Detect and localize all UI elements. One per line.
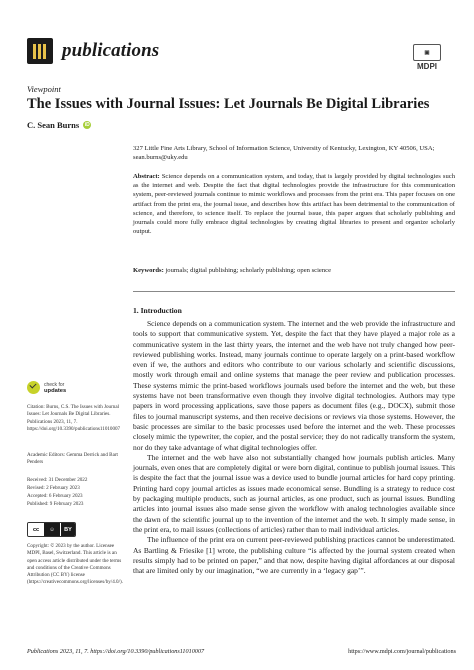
- paragraph: The internet and the web have also not substantially changed how journals publish articles. Many journals, even ones that are completely digital or were born digital, continue to publish journal issues. This is despite the fact that the journal issue was a device used to bundle journal articles for hard copy printing. Printing hard copy journal articles as issues made economical sense. Bundling is a strategy to reduce cost by packaging multiple products, such as journal articles, as one product, such as journal issues. Bundling articles into journal issues also made sense given the workflow with analog technologies available since the dawn of the scientific journal up to the invention of the internet and the web. It simply made sense, in the print era, to mail issues (collections of articles) rather than to mail individual articles.: [133, 452, 455, 534]
- footer-citation[interactable]: Publications 2023, 11, 7. https://doi.org/10.3390/publications11010007: [27, 648, 205, 655]
- abstract-label: Abstract:: [133, 173, 160, 180]
- author-name: C. Sean Burns: [27, 120, 80, 130]
- abstract: [133, 172, 455, 236]
- body-text: [133, 319, 455, 576]
- mdpi-logo: [412, 44, 442, 71]
- author-line: [27, 120, 91, 130]
- mdpi-icon: ▣: [413, 44, 441, 61]
- paragraph: The influence of the print era on current peer-reviewed publishing practices cannot be underestimated. As Bartling & Friesike [1] wrote, the publishing culture “is affected by the journal system created when results simply had to be printed on paper,” and that now, despite having digital affordances at our disposal that are limited only by our imagination, “we are currently in a ‘legacy gap’”.: [133, 535, 455, 576]
- article-title: The Issues with Journal Issues: Let Journals Be Digital Libraries: [27, 96, 430, 112]
- academic-editors: Academic Editors: Gemma Derrick and Bart Penders: [27, 452, 118, 466]
- copyright-notice: Copyright: © 2023 by the author. Licensee MDPI, Basel, Switzerland. This article is an open access article distributed under the terms and conditions of the Creative Commons Attribution (CC BY) license (https://creativecommons.org/licenses/by/4.0/).: [27, 543, 123, 586]
- affiliation: [133, 144, 453, 162]
- abstract-text: Science depends on a communication system, and today, that is largely provided by digital technologies such as the internet and web. Despite the fact that digital technologies provide the infrastructure for this communication system, peer-reviewed journals continue to mimic workflows and processes from the print era. This paper focuses on one artifact from the print era, the journal issue, and describes how this artifact has been detrimental to the communication of science, and therefore, to science itself. To replace the journal issue, this paper argues that scholarly publishing and journals could more fully embrace digital technologies by creating digital libraries to present and organize scholarly output.: [133, 173, 455, 236]
- cc-icon: cc: [28, 523, 44, 536]
- published-date: Published: 9 February 2023: [27, 501, 84, 507]
- check-updates-icon: [27, 381, 40, 394]
- by-label: BY: [60, 523, 75, 536]
- keywords: [133, 266, 455, 275]
- section-heading: 1. Introduction: [133, 306, 182, 315]
- publisher-name: MDPI: [417, 62, 437, 71]
- page-footer: [27, 648, 456, 655]
- accepted-date: Accepted: 6 February 2023: [27, 493, 83, 499]
- keywords-label: Keywords:: [133, 267, 164, 274]
- citation: Citation: Burns, C.S. The Issues with Journal Issues: Let Journals Be Digital Libraries. Publications 2023, 11, 7. https://doi.org/10.3390/publications11010007: [27, 404, 121, 432]
- check-line2: updates: [44, 387, 67, 394]
- orcid-icon[interactable]: iD: [84, 122, 90, 128]
- journal-logo: [27, 38, 53, 64]
- check-line1: check for: [44, 381, 65, 388]
- footer-journal-url[interactable]: https://www.mdpi.com/journal/publications: [348, 648, 456, 655]
- journal-name: publications: [62, 40, 160, 61]
- revised-date: Revised: 2 February 2023: [27, 485, 80, 491]
- person-icon: ☺: [44, 523, 60, 536]
- keywords-text: journals; digital publishing; scholarly publishing; open science: [165, 267, 331, 274]
- paragraph: Science depends on a communication system. The internet and the web provide the infrastructure and tools to support that communicative system. Yet, despite the fact that they have played a major role as a communicative system in the last thirty years, the internet and the web have not truly changed how peer-reviewed publishing works. Instead, many journals continue to operate largely on a print-based workflow even if we, the authors and editors who contribute to our various scholarly and scientific discussions, mostly work through email and online systems that manage the peer review and publication processes. These systems mimic the print-based workflows journals used before the internet and the web, but these systems have not been transformative even though they involve digital technologies. Authors may type papers in word processing applications, save those papers as document files (e.g., DOCX), submit those files to journal manuscript systems, and then receive decisions or reviews via those systems. However, the basic processes are similar to the basic processes used before the internet and the web. These processes closely mimic the typewriter, the copier, and the postal service; they do not radically transform the system, nor do they take advantage of what digital technologies offer.: [133, 319, 455, 452]
- check-for-updates-button[interactable]: [27, 381, 66, 394]
- cc-by-license-badge[interactable]: [27, 522, 76, 537]
- affiliation-email[interactable]: sean.burns@uky.edu: [133, 154, 188, 161]
- article-type: Viewpoint: [27, 84, 61, 94]
- affiliation-address: 327 Little Fine Arts Library, School of Information Science, University of Kentucky, Lexington, KY 40506, USA;: [133, 145, 435, 152]
- received-date: Received: 31 December 2022: [27, 477, 88, 483]
- divider: [133, 291, 455, 292]
